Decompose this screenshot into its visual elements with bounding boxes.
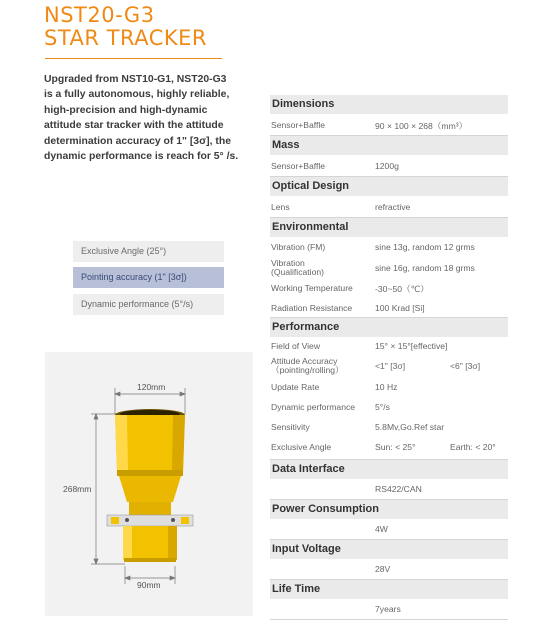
- spec-value: sine 16g, random 18 grms: [375, 263, 475, 273]
- spec-value: refractive: [375, 202, 411, 212]
- divider: [270, 619, 508, 620]
- spec-key-attitude-accuracy: [271, 357, 344, 375]
- section-dimensions: Dimensions: [270, 95, 508, 114]
- spec-row-dimensions: [270, 114, 508, 135]
- intro-line: determination accuracy of 1" [3σ], the: [44, 135, 231, 147]
- spec-value: 100 Krad [Si]: [375, 303, 425, 313]
- intro-paragraph: [44, 72, 269, 164]
- feature-dynamic-performance: Dynamic performance (5°/s): [73, 294, 224, 315]
- spec-rows-performance: [270, 337, 508, 459]
- section-life-time: Life Time: [270, 580, 508, 599]
- spec-key: Vibration (FM): [271, 242, 326, 252]
- intro-line: is a fully autonomous, highly reliable,: [44, 89, 230, 101]
- star-tracker-illustration: [45, 352, 253, 616]
- title-model: NST20-G3: [44, 3, 155, 27]
- spec-key: Exclusive Angle: [271, 442, 332, 452]
- spec-value: 1200g: [375, 161, 399, 171]
- section-environmental: Environmental: [270, 218, 508, 237]
- spec-value: <1" [3σ]: [375, 361, 406, 371]
- spec-row-power: [270, 519, 508, 539]
- spec-row-lens: [270, 196, 508, 217]
- spec-key-line: Attitude Accuracy: [271, 356, 338, 366]
- spec-key-line: (Qualification): [271, 267, 325, 277]
- spec-key: Sensitivity: [271, 422, 310, 432]
- product-drawing: [45, 352, 253, 616]
- spec-value: 15° × 15°[effective]: [375, 341, 448, 351]
- spec-rows-environmental: [270, 237, 508, 317]
- spec-row-mass: [270, 155, 508, 176]
- spec-key-vibration-qualification: [271, 259, 324, 277]
- page-title: [44, 4, 207, 50]
- base-dimension-label: 90mm: [137, 580, 161, 590]
- spec-key-line: Vibration: [271, 258, 305, 268]
- intro-line: Upgraded from NST10-G1, NST20-G3: [44, 74, 227, 85]
- feature-pointing-accuracy: Pointing accuracy (1" [3σ]): [73, 267, 224, 288]
- spec-key: Radiation Resistance: [271, 303, 353, 313]
- spec-key: Update Rate: [271, 382, 320, 392]
- spec-key: Dynamic performance: [271, 402, 356, 412]
- spec-key: Lens: [271, 202, 290, 212]
- section-mass: Mass: [270, 136, 508, 155]
- spec-key: Sensor+Baffle: [271, 120, 326, 130]
- spec-value: Sun: < 25°: [375, 442, 416, 452]
- spec-value-secondary: Earth: < 20°: [450, 442, 496, 452]
- intro-line: attitude star tracker with the attitude: [44, 120, 224, 132]
- section-input-voltage: Input Voltage: [270, 540, 508, 559]
- intro-line: high-precision and high-dynamic: [44, 104, 208, 116]
- spec-row-voltage: [270, 559, 508, 579]
- spec-row-life: [270, 599, 508, 619]
- intro-line: dynamic performance is reach for 5° /s.: [44, 151, 239, 163]
- spec-key: Working Temperature: [271, 283, 353, 293]
- spec-table: [270, 95, 508, 620]
- spec-value: 7years: [375, 604, 401, 614]
- spec-value-secondary: <6" [3σ]: [450, 361, 481, 371]
- title-underline: [45, 58, 222, 59]
- title-product: STAR TRACKER: [44, 26, 208, 50]
- spec-key: Field of View: [271, 341, 321, 351]
- spec-value: sine 13g, random 12 grms: [375, 242, 475, 252]
- spec-value: 5°/s: [375, 402, 390, 412]
- height-dimension-label: 268mm: [63, 484, 92, 494]
- spec-value: 28V: [375, 564, 391, 574]
- width-dimension-label: 120mm: [137, 382, 166, 392]
- spec-value: -30~50（℃）: [375, 284, 429, 294]
- section-power-consumption: Power Consumption: [270, 500, 508, 519]
- feature-exclusive-angle: Exclusive Angle (25°): [73, 241, 224, 262]
- spec-value: 5.8Mv,Go.Ref star: [375, 422, 445, 432]
- section-performance: Performance: [270, 318, 508, 337]
- spec-key-line: （pointing/rolling）: [271, 365, 344, 375]
- section-optical-design: Optical Design: [270, 177, 508, 196]
- spec-row-data-interface: [270, 479, 508, 499]
- spec-key: Sensor+Baffle: [271, 161, 326, 171]
- spec-value: 90 × 100 × 268（mm³）: [375, 121, 468, 131]
- spec-value: 10 Hz: [375, 382, 398, 392]
- section-data-interface: Data Interface: [270, 460, 508, 479]
- spec-value: RS422/CAN: [375, 484, 422, 494]
- spec-value: 4W: [375, 524, 388, 534]
